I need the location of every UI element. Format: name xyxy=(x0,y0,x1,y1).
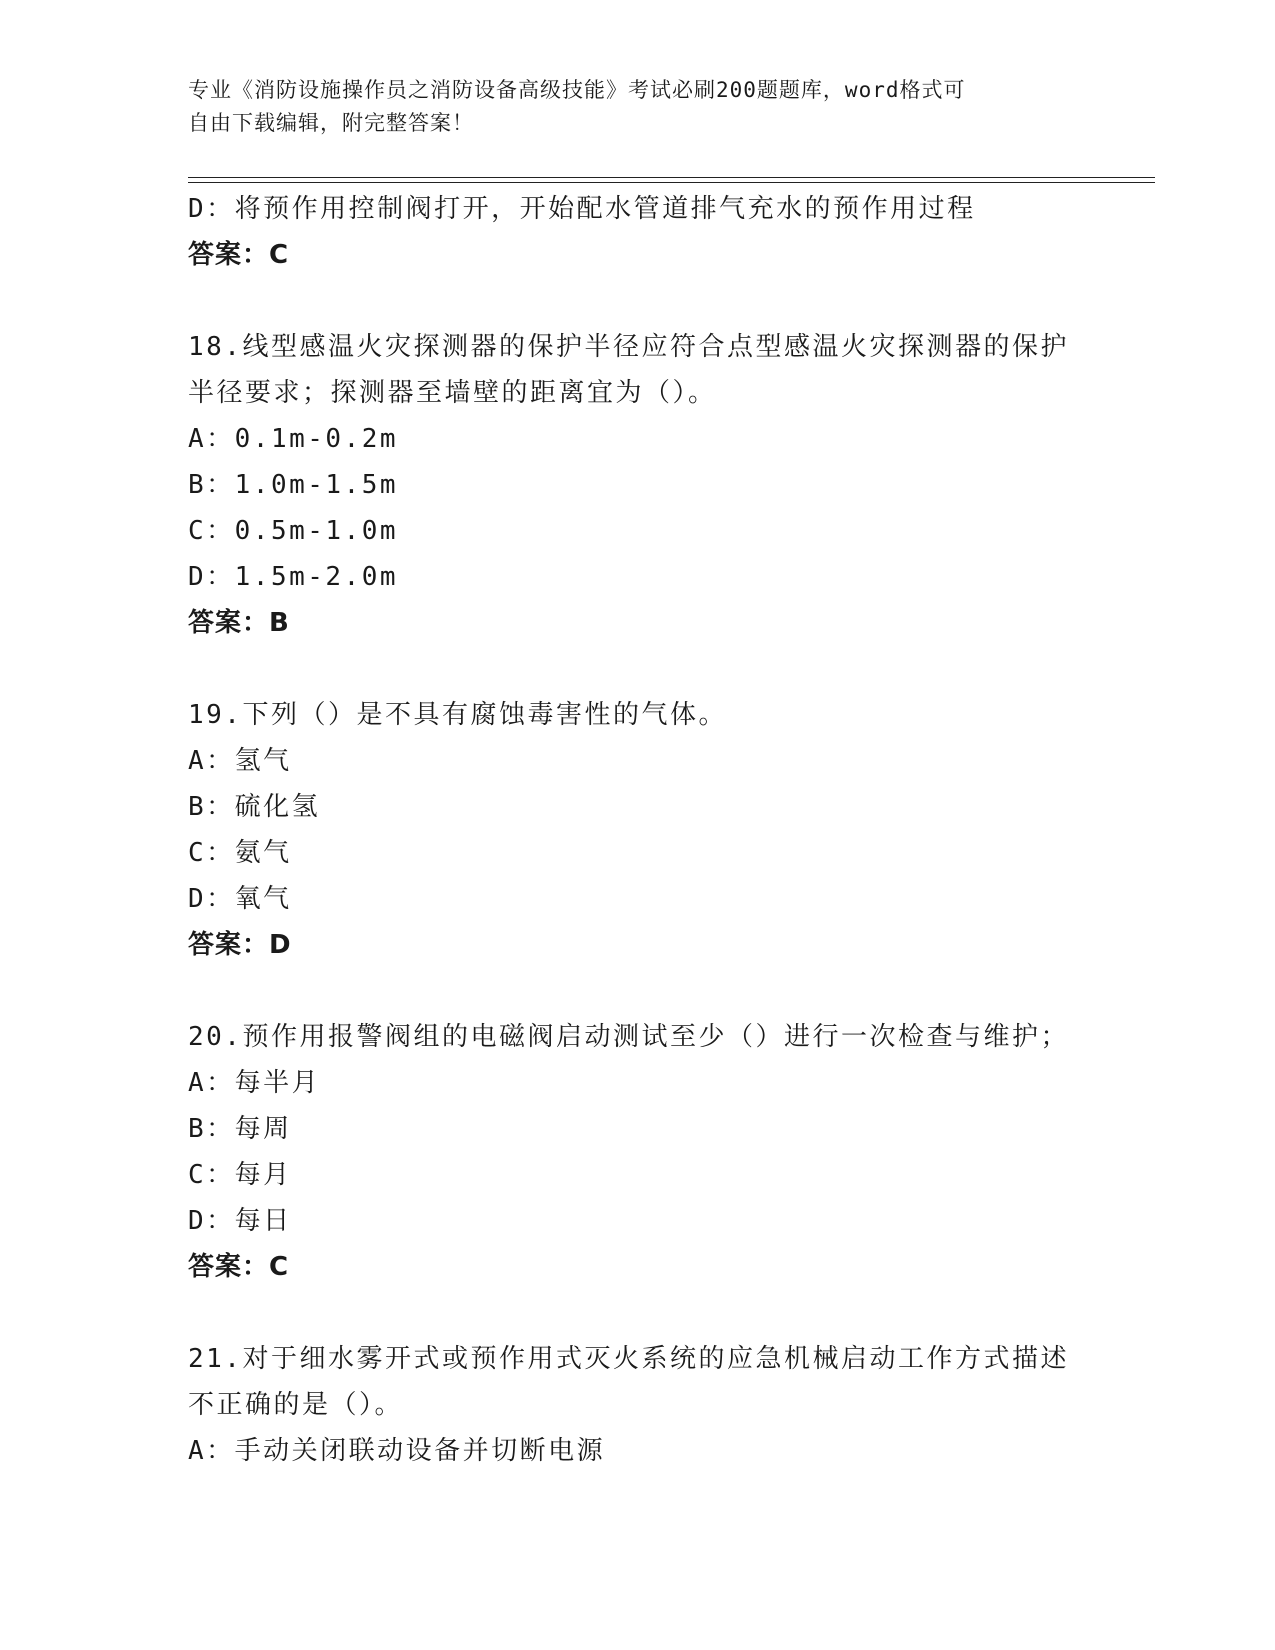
question-19 xyxy=(188,692,1088,968)
question-text-line-1: 18.线型感温火灾探测器的保护半径应符合点型感温火灾探测器的保护 xyxy=(188,332,1069,362)
option-b: B：硫化氢 xyxy=(188,792,321,822)
header-line-1: 专业《消防设施操作员之消防设备高级技能》考试必刷200题题库，word格式可 xyxy=(188,78,966,102)
question-17-tail xyxy=(188,186,1088,278)
option-d: D：将预作用控制阀打开，开始配水管道排气充水的预作用过程 xyxy=(188,194,976,224)
answer-line: 答案：D xyxy=(188,930,292,960)
answer-line: 答案：B xyxy=(188,608,290,638)
option-a: A：氢气 xyxy=(188,746,292,776)
option-d: D：1.5m-2.0m xyxy=(188,562,399,592)
spacer xyxy=(188,646,1088,692)
question-18 xyxy=(188,324,1088,646)
question-text-line-2: 不正确的是（）。 xyxy=(188,1390,404,1420)
option-a: A：手动关闭联动设备并切断电源 xyxy=(188,1436,606,1466)
question-20 xyxy=(188,1014,1088,1290)
option-c: C：0.5m-1.0m xyxy=(188,516,399,546)
spacer xyxy=(188,1290,1088,1336)
option-d: D：氧气 xyxy=(188,884,292,914)
question-list xyxy=(188,186,1088,1474)
question-text-line-1: 20.预作用报警阀组的电磁阀启动测试至少（）进行一次检查与维护； xyxy=(188,1022,1069,1052)
header-divider-bottom xyxy=(188,182,1155,183)
option-d: D：每日 xyxy=(188,1206,292,1236)
answer-line: 答案：C xyxy=(188,1252,290,1282)
question-text-line-1: 21.对于细水雾开式或预作用式灭火系统的应急机械启动工作方式描述 xyxy=(188,1344,1069,1374)
option-c: C：每月 xyxy=(188,1160,292,1190)
spacer xyxy=(188,278,1088,324)
question-text-line-2: 半径要求；探测器至墙壁的距离宜为（）。 xyxy=(188,378,717,408)
option-a: A：0.1m-0.2m xyxy=(188,424,399,454)
answer-line: 答案：C xyxy=(188,240,290,270)
question-21 xyxy=(188,1336,1088,1474)
header-divider-top xyxy=(188,177,1155,178)
option-a: A：每半月 xyxy=(188,1068,321,1098)
question-text-line-1: 19.下列（）是不具有腐蚀毒害性的气体。 xyxy=(188,700,727,730)
header-line-2: 自由下载编辑，附完整答案！ xyxy=(188,111,474,135)
document-header xyxy=(188,74,1088,140)
option-c: C：氨气 xyxy=(188,838,292,868)
option-b: B：1.0m-1.5m xyxy=(188,470,399,500)
spacer xyxy=(188,968,1088,1014)
option-b: B：每周 xyxy=(188,1114,292,1144)
